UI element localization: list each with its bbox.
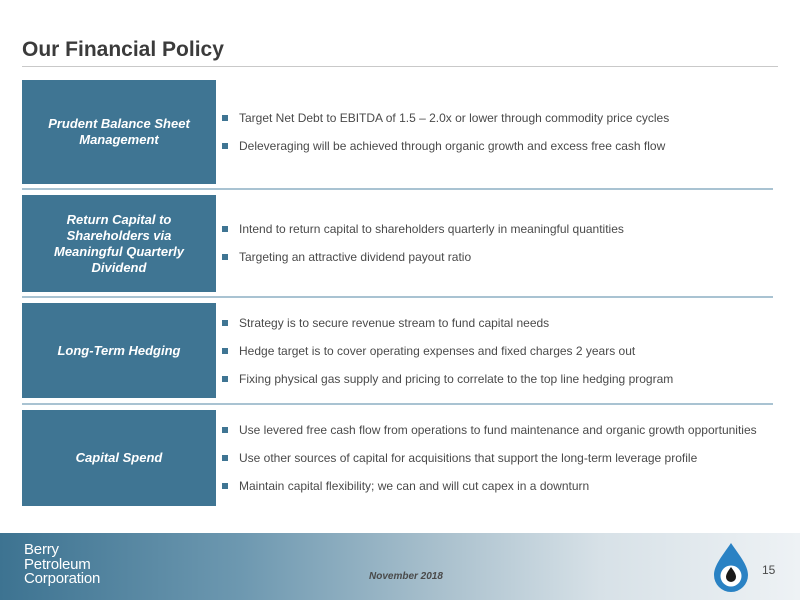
bullet-text: Target Net Debt to EBITDA of 1.5 – 2.0x or lower through commodity price cycles (239, 111, 670, 125)
policy-label-line: Capital Spend (75, 450, 163, 465)
policy-row-balance-sheet (22, 80, 773, 190)
square-bullet-icon (222, 320, 228, 326)
bullet-item (220, 371, 673, 387)
bullet-text: Use other sources of capital for acquisitions that support the long-term leverage profile (239, 451, 698, 465)
bullet-text: Strategy is to secure revenue stream to fund capital needs (239, 316, 550, 330)
bullet-text: Maintain capital flexibility; we can and will cut capex in a downturn (239, 479, 590, 493)
bullet-item (220, 478, 589, 494)
policy-label-line: Return Capital to (66, 211, 172, 227)
policy-label-line: Long-Term Hedging (57, 342, 181, 358)
square-bullet-icon (222, 427, 228, 433)
company-logo (24, 543, 100, 587)
policy-row-return-capital (22, 195, 773, 299)
row-divider (22, 188, 773, 190)
slide-title: Our Financial Policy (22, 38, 224, 61)
footer-date: November 2018 (369, 571, 443, 582)
square-bullet-icon (222, 143, 228, 149)
bullet-item (220, 138, 665, 154)
policy-label-line: Shareholders via (66, 227, 172, 243)
bullet-text: Hedge target is to cover operating expenses and fixed charges 2 years out (239, 344, 636, 358)
policy-label (22, 80, 216, 184)
bullet-text: Fixing physical gas supply and pricing to correlate to the top line hedging program (239, 372, 674, 386)
policy-label-line: Dividend (91, 259, 147, 275)
square-bullet-icon (222, 455, 228, 461)
company-name-line: Corporation (24, 570, 101, 587)
oil-drop-logo-icon (709, 539, 753, 593)
bullet-text: Use levered free cash flow from operations to fund maintenance and organic growth opportunities (239, 423, 757, 437)
square-bullet-icon (222, 115, 228, 121)
title-divider (22, 66, 778, 67)
slide-footer (0, 533, 800, 600)
square-bullet-icon (222, 483, 228, 489)
bullet-text: Intend to return capital to shareholders quarterly in meaningful quantities (239, 222, 624, 236)
company-name-line: Berry (24, 541, 59, 558)
policy-label (22, 303, 216, 398)
row-divider (22, 403, 773, 405)
policy-label-line: Prudent Balance Sheet (48, 116, 190, 131)
policy-label-line: Meaningful Quarterly (53, 243, 185, 259)
bullet-item (220, 315, 549, 331)
bullet-item (220, 110, 669, 126)
policy-row-hedging (22, 303, 773, 407)
square-bullet-icon (222, 254, 228, 260)
bullet-item (220, 422, 757, 438)
policy-row-capital-spend (22, 410, 773, 506)
bullet-text: Targeting an attractive dividend payout ratio (239, 250, 472, 264)
company-name-line: Petroleum (24, 555, 91, 573)
square-bullet-icon (222, 376, 228, 382)
bullet-text: Deleveraging will be achieved through organic growth and excess free cash flow (239, 139, 666, 153)
policy-label (22, 195, 216, 292)
row-divider (22, 296, 773, 298)
square-bullet-icon (222, 226, 228, 232)
bullet-item (220, 450, 697, 466)
bullet-item (220, 221, 624, 237)
square-bullet-icon (222, 348, 228, 354)
policy-label (22, 410, 216, 506)
bullet-item (220, 249, 471, 265)
page-number: 15 (762, 563, 776, 577)
bullet-item (220, 343, 635, 359)
policy-label-line: Management (79, 132, 159, 147)
